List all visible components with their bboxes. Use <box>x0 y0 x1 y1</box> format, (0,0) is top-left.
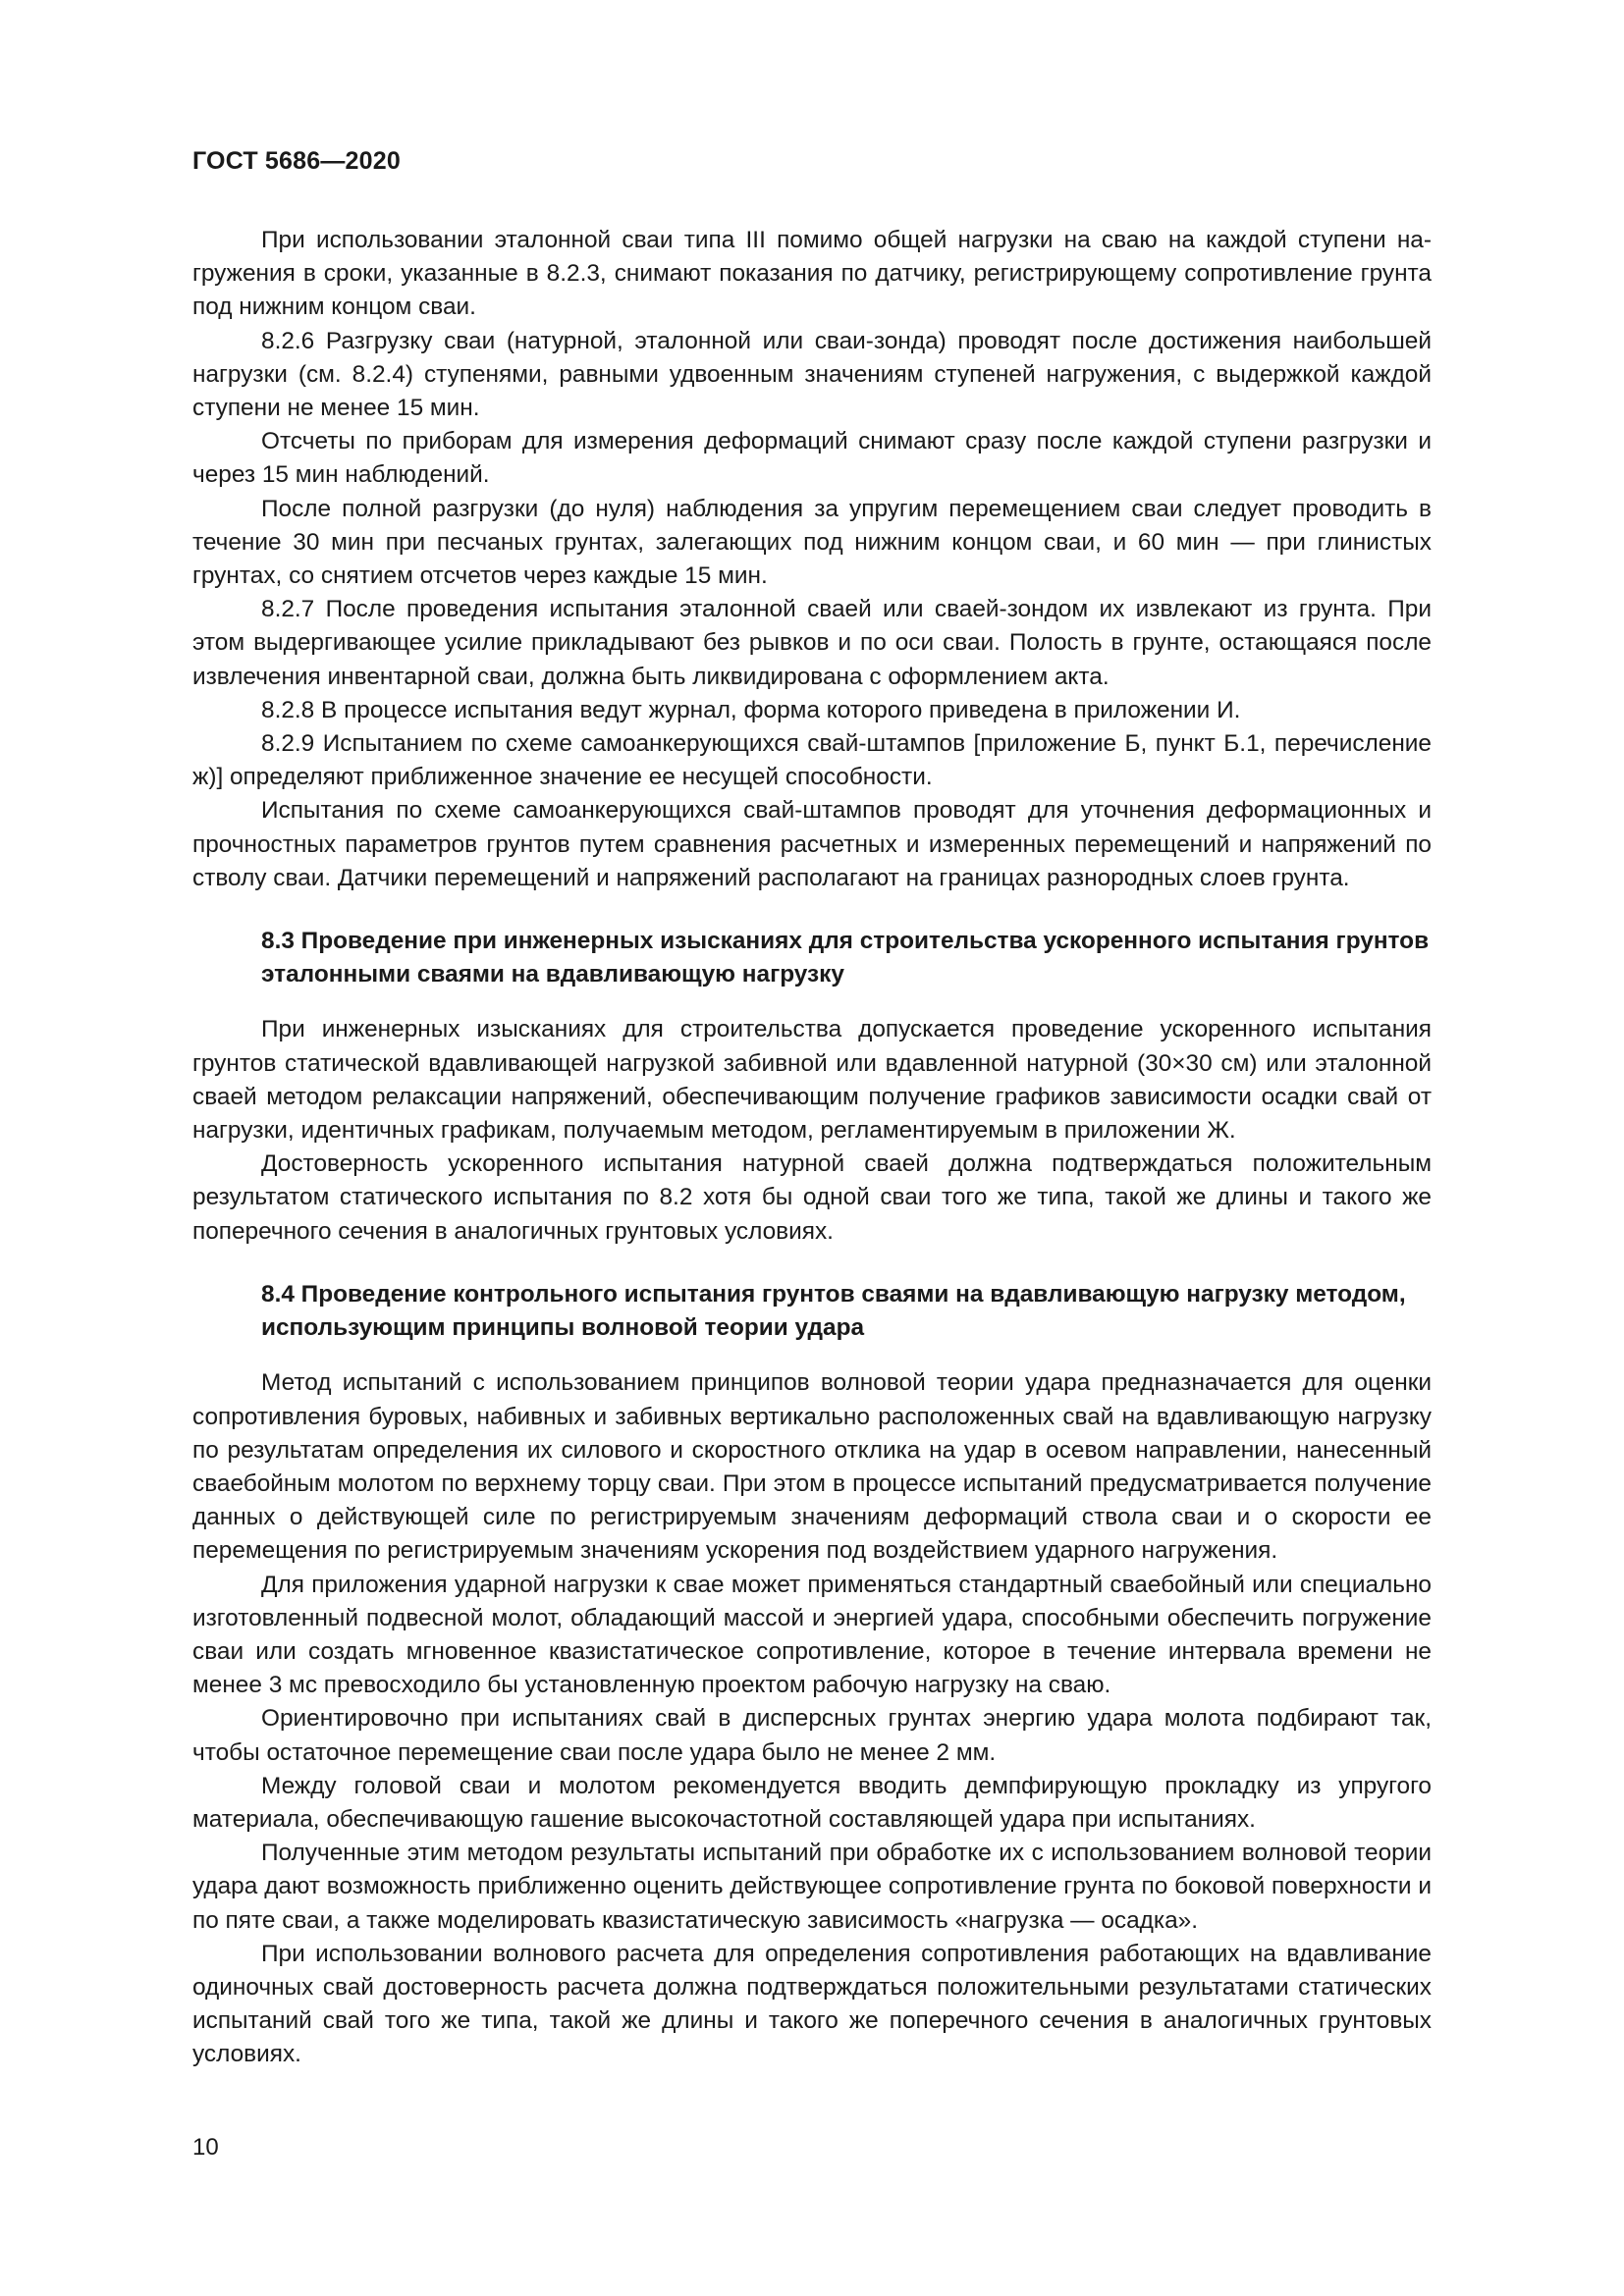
paragraph-8-3-reliability: Достоверность ускоренного испытания натурной сваей должна подтверждаться положительным результатом статического испытания по 8.2 хотя бы одной сваи того же типа, такой же длины и такого же поперечного сечения в аналогичных грунтовых условиях. <box>192 1150 1432 1245</box>
paragraph-8-2-6: 8.2.6 Разгрузку сваи (натурной, эталонной или сваи-зонда) проводят после достижения наибольшей нагрузки (см. 8.2.4) ступенями, равными удвоенным значениям ступеней нагружения, с выдержкой каждой ступени не менее 15 мин. <box>192 327 1432 422</box>
page-number: 10 <box>192 2134 219 2161</box>
paragraph-8-2-7: 8.2.7 После проведения испытания эталонной сваей или сваей-зондом их извлекают из грунта. При этом выдергивающее усилие прикладывают без рывков и по оси сваи. Полость в грунте, остающаяся после извлечения инвентарной сваи, должна быть ликвидирована с оформлением акта. <box>192 596 1432 690</box>
page-body <box>192 224 1432 2072</box>
page-header-document-code: ГОСТ 5686—2020 <box>192 147 401 175</box>
paragraph-8-4-wave-calculation: При использовании волнового расчета для определения сопротивления работающих на вдавливание одиночных свай достоверность расчета должна подтверждаться положительными результатами статических испытаний свай того же типа, такой же длины и такого же поперечного сечения в аналогичных грунтовых условиях. <box>192 1940 1432 2068</box>
paragraph-8-4-wave-method: Метод испытаний с использованием принципов волновой теории удара предназначается для оценки сопротивления буровых, набивных и забивных вертикально расположенных свай на вдавливающую нагрузку по результатам определения их силового и скоростного отклика на удар в осевом направлении, нанесенный сваебойным молотом по верхнему торцу сваи. При этом в процессе испытаний предусматривается получение данных о действующей силе по регистрируемым значениям деформаций ствола сваи и о скорости ее перемещения по регистрируемым значениям ускорения под воздействием ударного нагружения. <box>192 1369 1432 1565</box>
paragraph-8-3-accelerated-test: При инженерных изысканиях для строительства допускается проведение ускоренного испытания грунтов статической вдавливающей нагрузкой забивной или вдавленной натурной (30×30 см) или эталонной сваей методом релаксации напряжений, обеспечивающим получение графиков зависимости осадки свай от нагрузки, идентичных графикам, получаемым методом, регламентируемым в приложении Ж. <box>192 1016 1432 1145</box>
paragraph-8-4-results: Полученные этим методом результаты испытаний при обработке их с использованием волновой теории удара дают возможность приближенно оценить действующее сопротивление грунта по боковой поверхности и по пяте сваи, а также моделировать квазистатическую зависимость «нагрузка — осадка». <box>192 1840 1432 1934</box>
paragraph-8-4-damping-pad: Между головой сваи и молотом рекомендуется вводить демпфирующую прокладку из упругого материала, обеспечивающую гашение высокочастотной составляющей удара при испытаниях. <box>192 1772 1432 1833</box>
paragraph-8-4-hammer: Для приложения ударной нагрузки к свае может применяться стандартный сваебойный или специально изготовленный подвесной молот, обладающий массой и энергией удара, способными обеспечить погружение сваи или создать мгновенное квазистатическое сопротивление, которое в течение интервала времени не менее 3 мс превосходило бы установленную проектом рабочую нагрузку на сваю. <box>192 1571 1432 1699</box>
paragraph-self-anchoring-tests: Испытания по схеме самоанкерующихся свай-штампов проводят для уточнения деформационных и прочностных параметров грунтов путем сравнения расчетных и измеренных перемещений и напряжений по стволу сваи. Датчики перемещений и напряжений располагают на границах разнородных слоев грунта. <box>192 797 1432 891</box>
paragraph-full-unloading: После полной разгрузки (до нуля) наблюдения за упругим перемещением сваи следует проводить в течение 30 мин при песчаных грунтах, залегающих под нижним концом сваи, и 60 мин — при глинистых грунтах, со снятием отсчетов через каждые 15 мин. <box>192 495 1432 590</box>
paragraph-8-2-9: 8.2.9 Испытанием по схеме самоанкерующихся свай-штампов [приложение Б, пункт Б.1, перечисление ж)] определяют приближенное значение ее несущей способности. <box>192 730 1432 791</box>
paragraph-type-iii-reference-pile: При использовании эталонной сваи типа III помимо общей нагрузки на сваю на каждой ступени нагружения в сроки, указанные в 8.2.3, снимают показания по датчику, регистрирующему сопротивление грунта под нижним концом сваи. <box>192 227 1432 321</box>
section-heading-8-3: 8.3 Проведение при инженерных изысканиях для строительства ускоренного испытания грунтов эталонными сваями на вдавливающую нагрузку <box>261 928 1430 988</box>
paragraph-deformation-readings: Отсчеты по приборам для измерения деформаций снимают сразу после каждой ступени разгрузки и через 15 мин наблюдений. <box>192 428 1432 489</box>
section-heading-8-4: 8.4 Проведение контрольного испытания грунтов сваями на вдавливающую нагрузку методом, использующим принципы волновой теории удара <box>261 1280 1406 1342</box>
paragraph-8-2-8: 8.2.8 В процессе испытания ведут журнал, форма которого приведена в приложении И. <box>261 696 1241 723</box>
paragraph-8-4-impact-energy: Ориентировочно при испытаниях свай в дисперсных грунтах энергию удара молота подбирают так, чтобы остаточное перемещение сваи после удара было не менее 2 мм. <box>192 1705 1432 1766</box>
